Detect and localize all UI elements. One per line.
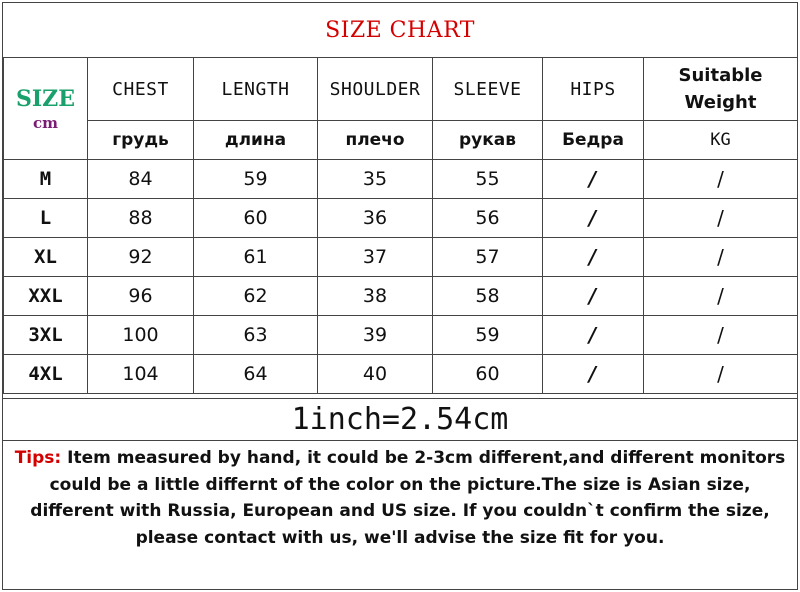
chest-cell: 92 [88,238,194,277]
size-header-cell [4,58,88,160]
size-cell: XXL [4,277,88,316]
tips-text: Item measured by hand, it could be 2-3cm different,and different monitors could be a little differnt of the color on the picture.The size is Asian size, different with Russia, European and US size. If you couldn`t confirm the size, please contact with us, we'll advise the size fit for you. [30,448,786,548]
table-row [4,277,798,316]
hips-cell: / [543,160,644,199]
weight-header-line1: Suitable [678,65,763,86]
column-header-sleeve: SLEEVE [433,58,543,121]
table-row [4,199,798,238]
size-cell: XL [4,238,88,277]
subheader-shoulder: плечо [318,121,433,160]
size-cell: 4XL [4,355,88,394]
shoulder-cell: 36 [318,199,433,238]
length-cell: 64 [194,355,318,394]
subheader-sleeve: рукав [433,121,543,160]
subheader-hips: Бедра [543,121,644,160]
subheader-row [4,121,798,160]
subheader-chest: грудь [88,121,194,160]
shoulder-cell: 37 [318,238,433,277]
table-row [4,355,798,394]
tips-note [3,441,797,589]
column-header-shoulder: SHOULDER [318,58,433,121]
sleeve-cell: 60 [433,355,543,394]
sleeve-cell: 56 [433,199,543,238]
subheader-weight: KG [644,121,798,160]
hips-cell: / [543,199,644,238]
inch-conversion: 1inch=2.54cm [3,398,797,441]
table-row [4,238,798,277]
weight-cell: / [644,238,798,277]
column-header-weight [644,58,798,121]
shoulder-cell: 38 [318,277,433,316]
weight-cell: / [644,277,798,316]
weight-cell: / [644,199,798,238]
size-table [3,57,798,394]
header-row [4,58,798,121]
shoulder-cell: 39 [318,316,433,355]
tips-label: Tips: [14,448,62,468]
subheader-length: длина [194,121,318,160]
weight-cell: / [644,316,798,355]
size-cell: L [4,199,88,238]
chest-cell: 104 [88,355,194,394]
size-chart [2,2,798,590]
shoulder-cell: 40 [318,355,433,394]
chest-cell: 100 [88,316,194,355]
length-cell: 61 [194,238,318,277]
length-cell: 62 [194,277,318,316]
chest-cell: 88 [88,199,194,238]
hips-cell: / [543,316,644,355]
sleeve-cell: 55 [433,160,543,199]
size-header-unit: cm [32,113,58,132]
shoulder-cell: 35 [318,160,433,199]
length-cell: 59 [194,160,318,199]
sleeve-cell: 58 [433,277,543,316]
chest-cell: 96 [88,277,194,316]
length-cell: 60 [194,199,318,238]
sleeve-cell: 57 [433,238,543,277]
column-header-chest: CHEST [88,58,194,121]
hips-cell: / [543,355,644,394]
chart-title: SIZE CHART [3,3,797,58]
sleeve-cell: 59 [433,316,543,355]
hips-cell: / [543,238,644,277]
hips-cell: / [543,277,644,316]
column-header-hips: HIPS [543,58,644,121]
weight-cell: / [644,355,798,394]
length-cell: 63 [194,316,318,355]
weight-cell: / [644,160,798,199]
size-header-label: SIZE [15,85,75,112]
table-row [4,316,798,355]
table-row [4,160,798,199]
chest-cell: 84 [88,160,194,199]
size-cell: M [4,160,88,199]
size-cell: 3XL [4,316,88,355]
weight-header-line2: Weight [684,92,757,113]
column-header-length: LENGTH [194,58,318,121]
